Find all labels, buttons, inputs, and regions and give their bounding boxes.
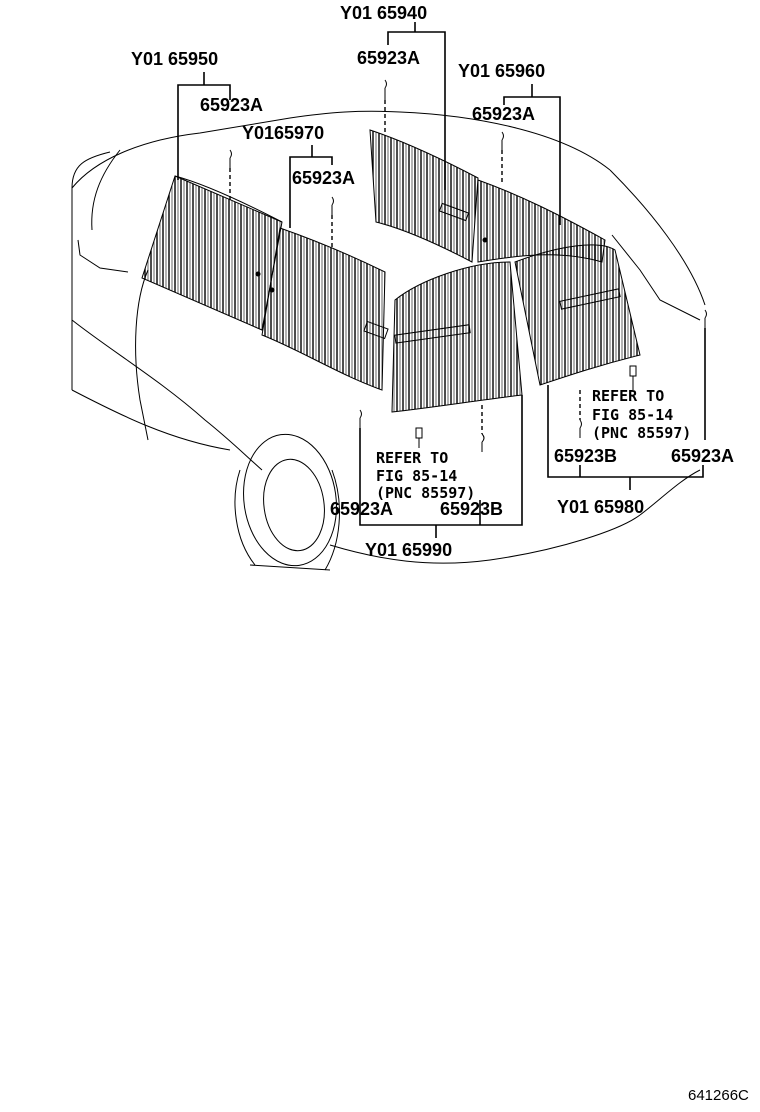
figure-code: 641266C [688,1087,749,1104]
shade-panel-65990[interactable] [392,262,522,412]
hook-icon [230,150,232,168]
hook-icon [580,420,582,438]
label-y01-65950[interactable]: Y01 65950 [131,49,219,69]
label-y01-65980[interactable]: Y01 65980 [557,497,645,517]
label-65923a[interactable]: 65923A [292,168,356,188]
hook-icon [482,434,484,452]
refer-text-line2[interactable]: FIG 85-14 [592,406,674,424]
hook-icon [705,310,707,328]
label-65923b[interactable]: 65923B [554,446,618,466]
shade-panel-65950[interactable] [142,176,282,330]
refer-text-line1: REFER TO [592,387,665,405]
refer-text-line3[interactable]: (PNC 85597) [592,424,692,442]
label-65923a[interactable]: 65923A [330,499,394,519]
label-65923a[interactable]: 65923A [357,48,421,68]
refer-text-line1: REFER TO [376,449,449,467]
shade-panel-65980[interactable] [515,245,640,385]
label-65923b[interactable]: 65923B [440,499,504,519]
hook-icon [385,80,387,100]
label-y01-65960[interactable]: Y01 65960 [458,61,546,81]
shade-panel-65940[interactable] [370,130,478,262]
label-y01-65990[interactable]: Y01 65990 [365,540,453,560]
label-y01-65970[interactable]: Y0165970 [242,123,325,143]
label-65923a[interactable]: 65923A [200,95,264,115]
label-65923a[interactable]: 65923A [472,104,536,124]
label-65923a[interactable]: 65923A [671,446,735,466]
clip-icon [416,428,422,438]
shade-panel-65970[interactable] [262,228,388,390]
hook-icon [332,197,334,215]
label-y01-65940[interactable]: Y01 65940 [340,3,428,23]
clip-icon [630,366,636,376]
refer-text-line3[interactable]: (PNC 85597) [376,484,476,502]
refer-text-line2[interactable]: FIG 85-14 [376,467,458,485]
hook-icon [360,410,362,428]
hook-icon [502,132,504,150]
